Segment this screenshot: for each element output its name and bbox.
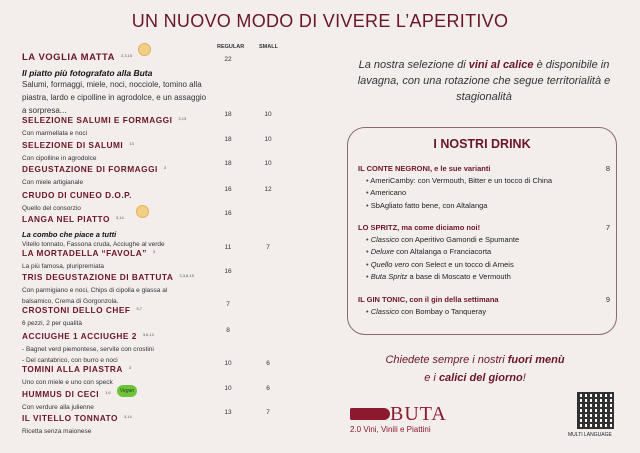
item-name: IL VITELLO TONNATO — [22, 413, 118, 423]
drink-item — [366, 187, 610, 199]
item-description: Uno con miele e uno con speck — [22, 379, 113, 386]
item-name: TRIS DEGUSTAZIONE DI BATTUTA — [22, 272, 174, 282]
item-description: Salumi, formaggi, miele, noci, nocciole, tomino alla — [22, 80, 202, 89]
item-description: piastra, lardo e cipolline in agrodolce, e un assaggio — [22, 92, 207, 102]
drink-variant: Quello vero — [370, 259, 410, 269]
price-regular: 18 — [224, 160, 232, 167]
allergen-codes: 1,6 — [105, 390, 111, 396]
award-badge-icon — [138, 43, 151, 56]
drink-price: 9 — [605, 295, 610, 304]
drink-price: 7 — [605, 223, 610, 232]
allergen-codes: 3 — [152, 249, 156, 255]
column-header-regular: REGULAR — [217, 44, 245, 50]
wine-intro: La nostra selezione di vini al calice è disponibile in lavagna, con una rotazione che segue territorialità e stagionalità — [357, 59, 611, 103]
drink-desc: con Select e un tocco di Arneis — [409, 259, 514, 269]
price-small: 7 — [266, 244, 270, 251]
item-description: Vitello tonnato, Fassona cruda, Acciughe al verde — [22, 241, 165, 248]
item-description: a sorpresa... — [22, 105, 67, 115]
price-regular: 18 — [224, 111, 232, 118]
drink-variant: Buta Spritz — [370, 271, 408, 281]
item-name: DEGUSTAZIONE DI FORMAGGI — [22, 164, 158, 174]
price-regular: 22 — [224, 56, 232, 63]
menu-item — [22, 297, 322, 329]
drink-desc: SbAgliato fatto bene, con Altalanga — [370, 200, 488, 210]
page-title: UN NUOVO MODO DI VIVERE L’APERITIVO — [131, 11, 509, 31]
price-regular: 18 — [224, 136, 232, 143]
allergen-codes: 3 — [128, 365, 132, 371]
allergen-codes: 3,14 — [123, 414, 132, 420]
price-regular: 10 — [224, 385, 232, 392]
vegan-badge-icon: Vegan — [117, 385, 137, 397]
price-regular: 8 — [226, 327, 230, 334]
drink-title: IL GIN TONIC, con il gin della settimana — [358, 295, 499, 304]
qr-code-icon[interactable] — [577, 392, 614, 429]
drink-item — [366, 271, 610, 283]
allergen-codes: 3,14 — [115, 215, 124, 221]
drink-list — [366, 175, 610, 212]
drink-desc: con Altalanga o Franciacorta — [394, 247, 492, 257]
specials-note: Chiedete sempre i nostri fuori menù e i calici del giorno! — [385, 354, 565, 384]
item-name: ACCIUGHE 1 ACCIUGHE 2 — [22, 331, 137, 341]
drink-item — [366, 246, 610, 258]
price-small: 10 — [264, 111, 272, 118]
drinks-heading: I NOSTRI DRINK — [433, 137, 531, 151]
item-description: Con cipolline in agrodolce — [22, 155, 97, 162]
allergen-codes: 13 — [129, 141, 134, 147]
item-description: - Bagnet verd piemontese, servite con crostini — [22, 346, 154, 353]
allergen-codes: 3 — [163, 165, 167, 171]
price-small: 12 — [264, 186, 272, 193]
price-small: 7 — [266, 409, 270, 416]
drink-variant: Deluxe — [370, 247, 395, 257]
price-regular: 16 — [224, 210, 232, 217]
price-small: 6 — [266, 385, 270, 392]
drink-item — [366, 175, 610, 187]
item-description: Con miele artigianale — [22, 179, 84, 186]
drink-item — [366, 259, 610, 271]
drink-title: LO SPRITZ, ma come diciamo noi! — [358, 223, 481, 232]
logo-tagline: 2.0 Vini, Vinili e Piattini — [350, 425, 431, 434]
item-name: TOMINI ALLA PIASTRA — [22, 364, 123, 374]
item-name: CRUDO DI CUNEO D.O.P. — [22, 190, 132, 200]
drinks-box — [347, 127, 617, 335]
drink-item — [366, 200, 610, 212]
drink-list — [366, 306, 610, 318]
drink-variant: Classico — [370, 307, 400, 316]
item-name: CROSTONI DELLO CHEF — [22, 305, 131, 315]
drink-desc: a base di Moscato e Vermouth — [407, 271, 511, 281]
price-regular: 16 — [224, 186, 232, 193]
menu-item — [22, 408, 322, 437]
allergen-codes: 2,3,15 — [121, 53, 133, 59]
column-header-small: SMALL — [259, 44, 278, 50]
price-small: 6 — [266, 360, 270, 367]
drink-section — [358, 295, 610, 318]
drink-list — [366, 234, 610, 283]
drink-item — [366, 306, 610, 318]
item-description: Con parmigiano e noci, Chips di cipolla e glassa al — [22, 287, 168, 294]
item-name: LANGA NEL PIATTO — [22, 214, 110, 224]
logo-word: BUTA — [390, 403, 447, 425]
item-description: 6 pezzi, 2 per qualità — [22, 320, 82, 327]
item-subtitle: La combo che piace a tutti — [22, 230, 117, 239]
drink-title: IL CONTE NEGRONI, e le sue varianti — [358, 164, 491, 173]
drink-desc: AmeriCamby: con Vermouth, Bitter e un tocco di China — [370, 176, 553, 185]
price-regular: 11 — [224, 244, 232, 251]
price-small: 10 — [264, 136, 272, 143]
price-regular: 7 — [226, 301, 230, 308]
menu-item — [22, 159, 322, 188]
item-description: balsamico, Crema di Gorgonzola. — [22, 297, 119, 305]
price-regular: 10 — [224, 360, 232, 367]
item-description: Con marmellata e noci — [22, 130, 88, 137]
drink-price: 8 — [605, 164, 610, 173]
item-description: Quello del consorzio — [22, 205, 81, 212]
item-description: La più famosa, pluripremiata — [22, 263, 105, 270]
item-description: Ricetta senza maionese — [22, 428, 92, 435]
drink-section — [358, 164, 610, 212]
item-name: LA VOGLIA MATTA — [22, 52, 115, 63]
price-small: 10 — [264, 160, 272, 167]
allergen-codes: 5,7 — [136, 306, 143, 312]
price-regular: 16 — [224, 268, 232, 275]
item-subtitle: Il piatto più fotografato alla Buta — [22, 68, 153, 78]
drink-variant: Classico — [370, 235, 400, 244]
allergen-codes: 3,3,8,15 — [179, 273, 194, 279]
drink-item — [366, 234, 610, 246]
allergen-codes: 3,13 — [178, 116, 187, 122]
item-name: SELEZIONE DI SALUMI — [22, 140, 124, 150]
price-regular: 13 — [224, 409, 232, 416]
item-name: SELEZIONE SALUMI E FORMAGGI — [22, 115, 173, 125]
item-name: HUMMUS DI CECI — [22, 389, 100, 399]
drink-desc: Americano — [370, 188, 407, 198]
drink-desc: con Aperitivo Gamondi e Spumante — [399, 235, 520, 244]
item-name: LA MORTADELLA “FAVOLA” — [22, 248, 147, 258]
menu-item — [22, 47, 322, 116]
drink-section — [358, 223, 610, 283]
item-description: - Del cantabrico, con burro e noci — [22, 356, 118, 364]
drink-desc: con Bombay o Tanqueray — [399, 307, 487, 316]
wine-bottle-icon — [350, 408, 390, 420]
item-description: Con verdure alla julienne — [22, 404, 94, 411]
qr-label: MULTI LANGUAGE — [568, 432, 612, 438]
award-badge-icon — [136, 205, 149, 218]
allergen-codes: 3,6,12 — [142, 332, 154, 338]
